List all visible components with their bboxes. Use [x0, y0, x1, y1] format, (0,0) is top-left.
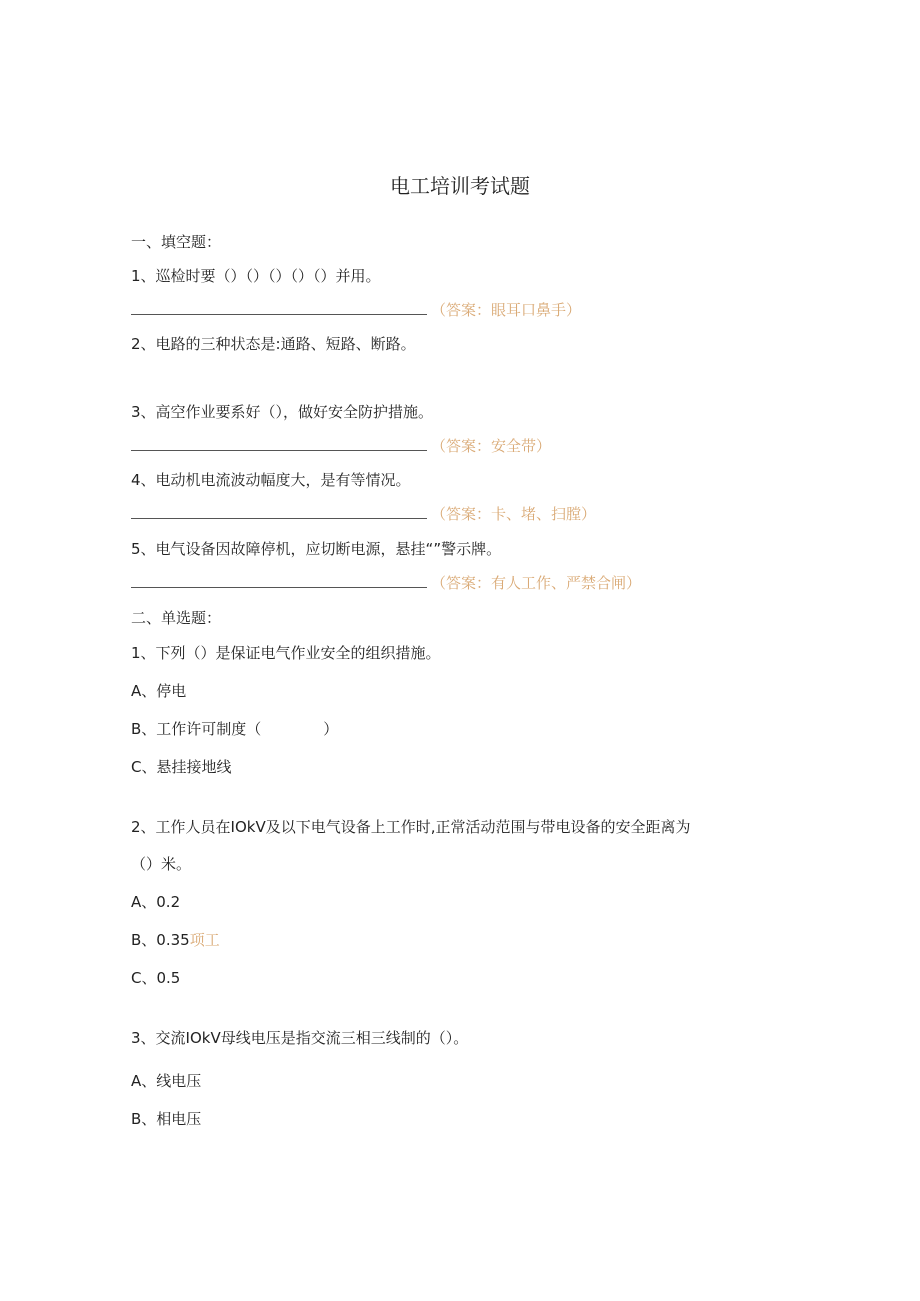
fill-question-4: 4、电动机电流波动幅度大，是有等情况。 [131, 471, 411, 489]
choice-option-2a: A、0.2 [131, 893, 181, 911]
choice-question-2-line1: 2、工作人员在IOkV及以下电气设备上工作时,正常活动范围与带电设备的安全距离为 [131, 818, 691, 836]
choice-question-2-line2: （）米。 [131, 855, 192, 873]
fill-answer-row-5 [131, 573, 641, 593]
answer-blank[interactable] [131, 573, 427, 588]
choice-section-heading: 二、单选题： [131, 609, 222, 627]
fill-section-heading: 一、填空题： [131, 233, 222, 251]
choice-option-1c: C、悬挂接地线 [131, 758, 232, 776]
fill-question-1: 1、巡检时要（）（）（）（）（）并用。 [131, 267, 381, 285]
answer-blank[interactable] [131, 300, 427, 315]
option-close-paren: ） [323, 720, 339, 738]
fill-question-5: 5、电气设备因故障停机，应切断电源，悬挂“”警示牌。 [131, 540, 502, 558]
choice-option-3b: B、相电压 [131, 1110, 202, 1128]
fill-answer-row-1 [131, 300, 581, 320]
fill-question-3: 3、高空作业要系好（），做好安全防护措施。 [131, 403, 434, 421]
answer-blank[interactable] [131, 504, 427, 519]
page-title: 电工培训考试题 [390, 174, 530, 198]
choice-option-1a: A、停电 [131, 682, 187, 700]
answer-text: （答案：有人工作、严禁合闸） [431, 574, 642, 592]
option-text: B、工作许可制度（ [131, 720, 262, 738]
answer-text: （答案：安全带） [431, 437, 552, 455]
choice-option-1b [131, 719, 338, 739]
choice-option-2b [131, 930, 220, 950]
fill-answer-row-4 [131, 504, 596, 524]
answer-blank[interactable] [131, 436, 427, 451]
answer-text: （答案：眼耳口鼻手） [431, 301, 582, 319]
fill-question-2: 2、电路的三种状态是:通路、短路、断路。 [131, 335, 416, 353]
stray-mark: 项工 [189, 931, 220, 949]
fill-answer-row-3 [131, 436, 551, 456]
choice-question-1: 1、下列（）是保证电气作业安全的组织措施。 [131, 644, 441, 662]
choice-question-3: 3、交流IOkV母线电压是指交流三相三线制的（）。 [131, 1029, 469, 1047]
choice-option-3a: A、线电压 [131, 1072, 202, 1090]
option-text: B、0.35 [131, 931, 190, 949]
answer-text: （答案：卡、堵、扫膛） [431, 505, 597, 523]
choice-option-2c: C、0.5 [131, 969, 181, 987]
